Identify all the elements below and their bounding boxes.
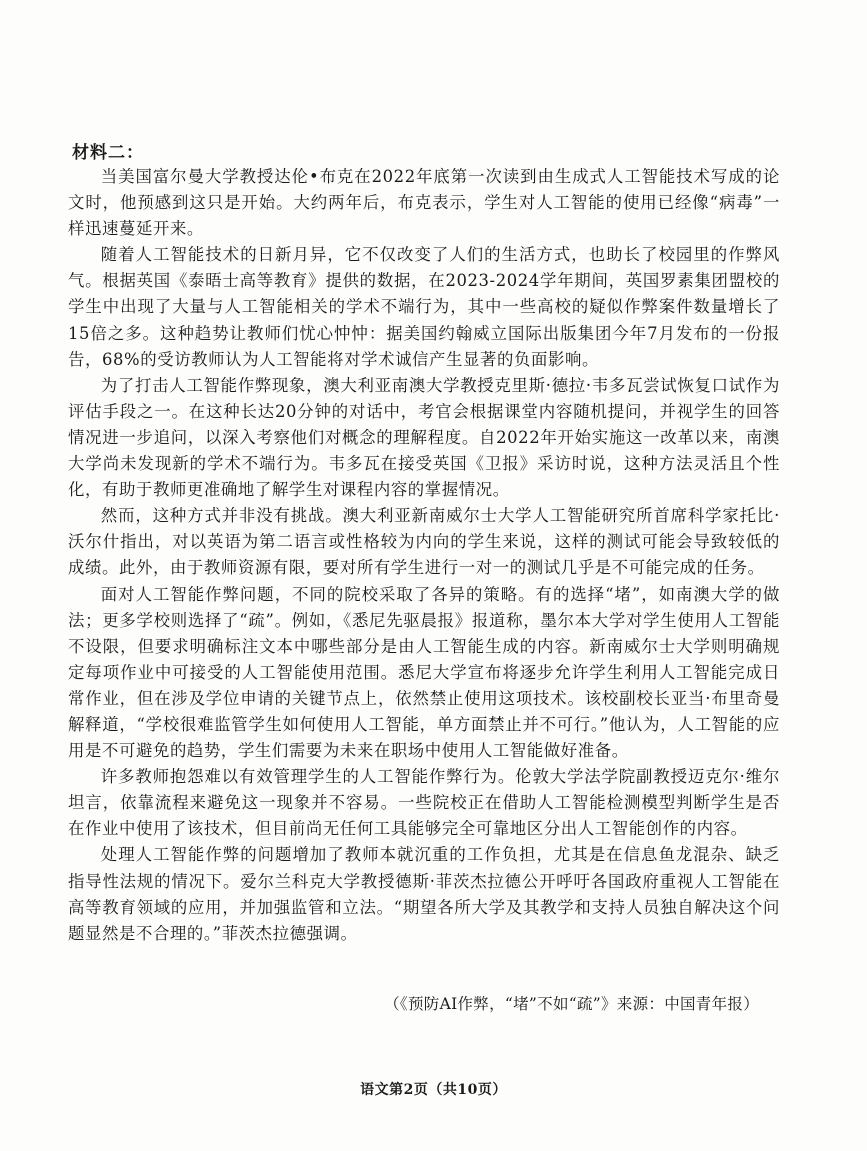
article-body [68,164,780,947]
paragraph-5: 面对人工智能作弊问题，不同的院校采取了各异的策略。有的选择“堵”，如南澳大学的做法；更多学校则选择了“疏”。例如，《悉尼先驱晨报》报道称，墨尔本大学对学生使用人工智能不设限，但要求明确标注文本中哪些部分是由人工智能生成的内容。新南威尔士大学则明确规定每项作业中可接受的人工智能使用范围。悉尼大学宣布将逐步允许学生利用人工智能完成日常作业，但在涉及学位申请的关键节点上，依然禁止使用这项技术。该校副校长亚当·布里奇曼解释道，“学校很难监管学生如何使用人工智能，单方面禁止并不可行。”他认为，人工智能的应用是不可避免的趋势，学生们需要为未来在职场中使用人工智能做好准备。 [68,584,780,761]
page-footer: 语文第2页（共10页） [360,1082,507,1098]
article-source: （《预防AI作弊，“堵”不如“疏”》来源：中国青年报） [384,995,759,1013]
paragraph-3: 为了打击人工智能作弊现象，澳大利亚南澳大学教授克里斯·德拉·韦多瓦尝试恢复口试作为评估手段之一。在这种长达20分钟的对话中，考官会根据课堂内容随机提问，并视学生的回答情况进一步追问，以深入考察他们对概念的理解程度。自2022年开始实施这一改革以来，南澳大学尚未发现新的学术不端行为。韦多瓦在接受英国《卫报》采访时说，这种方法灵活且个性化，有助于教师更准确地了解学生对课程内容的掌握情况。 [68,375,780,500]
paragraph-7: 处理人工智能作弊的问题增加了教师本就沉重的工作负担，尤其是在信息鱼龙混杂、缺乏指导性法规的情况下。爱尔兰科克大学教授德斯·菲茨杰拉德公开呼吁各国政府重视人工智能在高等教育领域的应用，并加强监管和立法。“期望各所大学及其教学和支持人员独自解决这个问题显然是不合理的。”菲茨杰拉德强调。 [68,845,780,943]
section-title: 材料二： [72,143,144,163]
paragraph-1: 当美国富尔曼大学教授达伦•布克在2022年底第一次读到由生成式人工智能技术写成的论文时，他预感到这只是开始。大约两年后，布克表示，学生对人工智能的使用已经像“病毒”一样迅速蔓延开来。 [68,167,780,239]
paragraph-4: 然而，这种方式并非没有挑战。澳大利亚新南威尔士大学人工智能研究所首席科学家托比·沃尔什指出，对以英语为第二语言或性格较为内向的学生来说，这样的测试可能会导致较低的成绩。此外，由于教师资源有限，要对所有学生进行一对一的测试几乎是不可能完成的任务。 [68,506,780,578]
paragraph-6: 许多教师抱怨难以有效管理学生的人工智能作弊行为。伦敦大学法学院副教授迈克尔·维尔坦言，依靠流程来避免这一现象并不容易。一些院校正在借助人工智能检测模型判断学生是否在作业中使用了该技术，但目前尚无任何工具能够完全可靠地区分出人工智能创作的内容。 [68,767,780,839]
paragraph-2: 随着人工智能技术的日新月异，它不仅改变了人们的生活方式，也助长了校园里的作弊风气。根据英国《泰晤士高等教育》提供的数据，在2023-2024学年期间，英国罗素集团盟校的学生中出现了大量与人工智能相关的学术不端行为，其中一些高校的疑似作弊案件数量增长了15倍之多。这种趋势让教师们忧心忡忡：据美国约翰威立国际出版集团今年7月发布的一份报告，68%的受访教师认为人工智能将对学术诚信产生显著的负面影响。 [68,245,780,369]
